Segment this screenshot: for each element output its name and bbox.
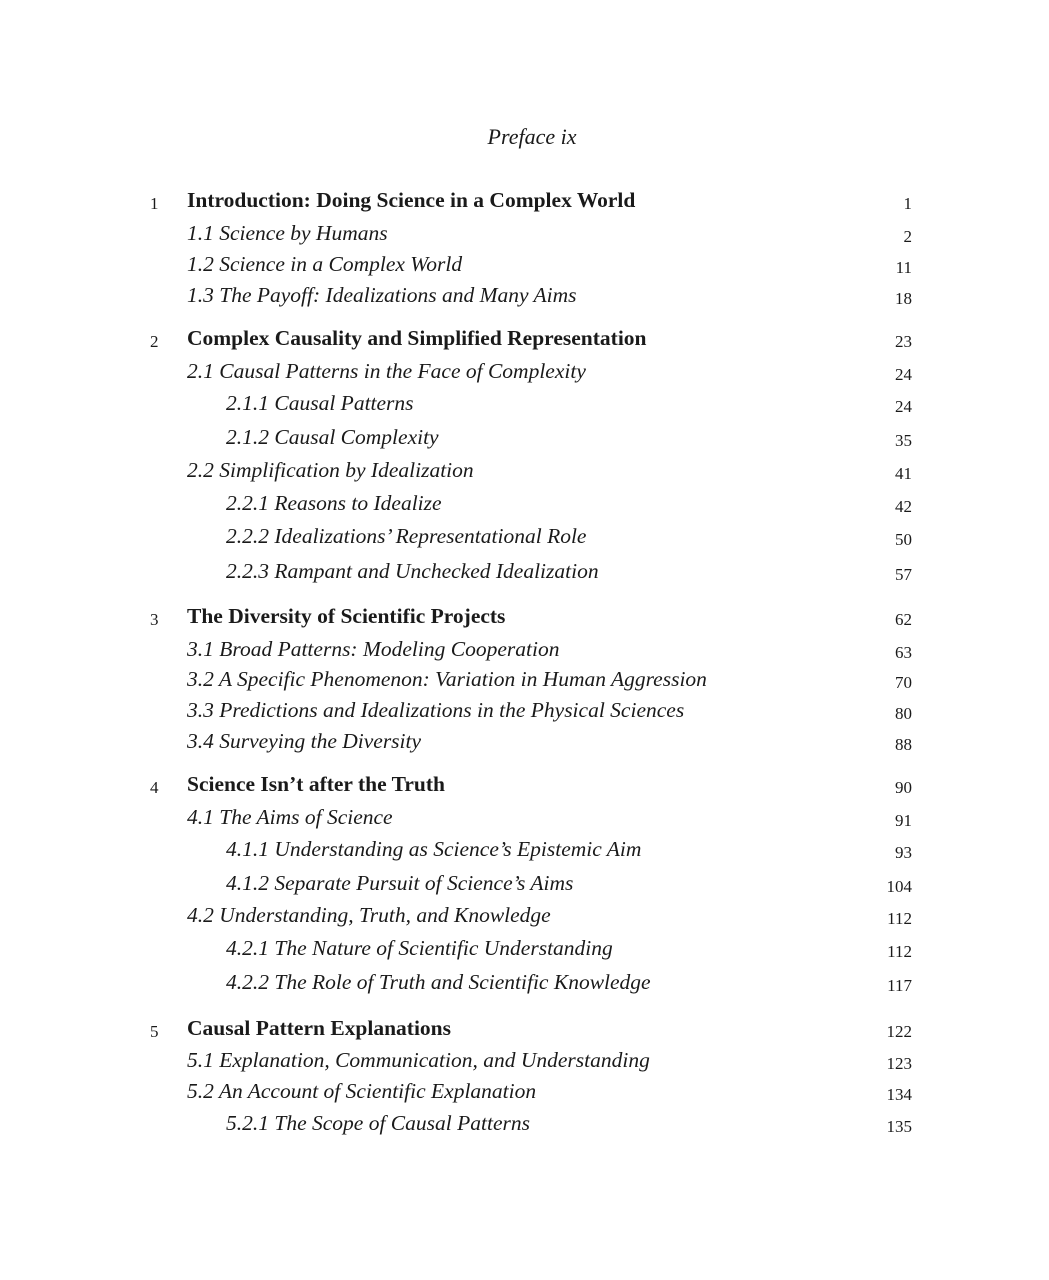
subsection-title: 5.2.1 The Scope of Causal Patterns [226, 1111, 530, 1135]
subsection-title: 2.2.3 Rampant and Unchecked Idealization [226, 559, 599, 583]
chapter-number: 5 [150, 1022, 159, 1041]
toc-section [0, 665, 1049, 695]
toc-section [0, 250, 1049, 280]
toc-chapter [0, 186, 1049, 216]
page-number: 18 [895, 289, 912, 308]
section-title: 4.2 Understanding, Truth, and Knowledge [187, 903, 551, 927]
section-title: 3.1 Broad Patterns: Modeling Cooperation [187, 637, 560, 661]
toc-section [0, 901, 1049, 931]
page-number: 93 [895, 843, 912, 862]
subsection-title: 4.1.1 Understanding as Science’s Epistemic Aim [226, 837, 642, 861]
toc-section [0, 727, 1049, 757]
page-number: 63 [895, 643, 912, 662]
page-number: 50 [895, 530, 912, 549]
chapter-number: 2 [150, 332, 159, 351]
toc-subsection [0, 835, 1049, 865]
page-number: 41 [895, 464, 912, 483]
page-number: 123 [886, 1054, 912, 1073]
page-number: 2 [903, 227, 912, 246]
section-title: 5.2 An Account of Scientific Explanation [187, 1079, 537, 1103]
toc-section [0, 1046, 1049, 1076]
subsection-title: 4.2.1 The Nature of Scientific Understanding [226, 936, 613, 960]
toc-chapter [0, 324, 1049, 354]
toc-section [0, 281, 1049, 311]
toc-subsection [0, 557, 1049, 587]
toc-subsection [0, 869, 1049, 899]
section-title: 3.3 Predictions and Idealizations in the Physical Sciences [187, 698, 685, 722]
section-title: 1.2 Science in a Complex World [187, 252, 463, 276]
subsection-title: 2.2.1 Reasons to Idealize [226, 491, 442, 515]
chapter-title: Causal Pattern Explanations [187, 1016, 452, 1040]
toc-section [0, 219, 1049, 249]
toc-subsection [0, 423, 1049, 453]
page-number: 57 [895, 565, 912, 584]
page-number: 1 [903, 194, 912, 213]
page-number: 24 [895, 365, 912, 384]
page-number: 80 [895, 704, 912, 723]
preface-line: Preface ix [487, 124, 577, 149]
page-number: 70 [895, 673, 912, 692]
page-number: 42 [895, 497, 912, 516]
page-number: 35 [895, 431, 912, 450]
page-number: 91 [895, 811, 912, 830]
page-number: 122 [886, 1022, 912, 1041]
page-number: 11 [895, 258, 912, 277]
chapter-title: Complex Causality and Simplified Representation [187, 326, 647, 350]
section-title: 1.3 The Payoff: Idealizations and Many Aims [187, 283, 577, 307]
section-title: 1.1 Science by Humans [187, 221, 388, 245]
page-number: 117 [887, 976, 912, 995]
page-number: 135 [886, 1117, 912, 1136]
page-number: 112 [887, 942, 912, 961]
page-number: 88 [895, 735, 912, 754]
page-number: 23 [895, 332, 912, 351]
subsection-title: 2.1.1 Causal Patterns [226, 391, 414, 415]
toc-subsection [0, 389, 1049, 419]
page-number: 104 [886, 877, 912, 896]
toc-section [0, 456, 1049, 486]
subsection-title: 4.2.2 The Role of Truth and Scientific Knowledge [226, 970, 651, 994]
page-number: 62 [895, 610, 912, 629]
page-number: 134 [886, 1085, 912, 1104]
subsection-title: 2.1.2 Causal Complexity [226, 425, 439, 449]
section-title: 5.1 Explanation, Communication, and Understanding [187, 1048, 650, 1072]
toc-section [0, 357, 1049, 387]
chapter-number: 4 [150, 778, 159, 797]
section-title: 2.2 Simplification by Idealization [187, 458, 474, 482]
toc-subsection [0, 934, 1049, 964]
subsection-title: 2.2.2 Idealizations’ Representational Role [226, 524, 587, 548]
page-number: 112 [887, 909, 912, 928]
page-number: 24 [895, 397, 912, 416]
chapter-title: The Diversity of Scientific Projects [187, 604, 506, 628]
toc-section [0, 803, 1049, 833]
section-title: 4.1 The Aims of Science [187, 805, 393, 829]
toc-chapter [0, 1014, 1049, 1044]
chapter-title: Introduction: Doing Science in a Complex World [187, 188, 636, 212]
section-title: 2.1 Causal Patterns in the Face of Complexity [187, 359, 586, 383]
page-number: 90 [895, 778, 912, 797]
toc-subsection [0, 1109, 1049, 1139]
toc-chapter [0, 602, 1049, 632]
toc-chapter [0, 770, 1049, 800]
chapter-number: 1 [150, 194, 159, 213]
section-title: 3.4 Surveying the Diversity [187, 729, 422, 753]
toc-section [0, 696, 1049, 726]
subsection-title: 4.1.2 Separate Pursuit of Science’s Aims [226, 871, 574, 895]
toc-section [0, 635, 1049, 665]
toc-subsection [0, 489, 1049, 519]
section-title: 3.2 A Specific Phenomenon: Variation in Human Aggression [187, 667, 707, 691]
chapter-number: 3 [150, 610, 159, 629]
toc-subsection [0, 522, 1049, 552]
toc-subsection [0, 968, 1049, 998]
toc-section [0, 1077, 1049, 1107]
chapter-title: Science Isn’t after the Truth [187, 772, 445, 796]
